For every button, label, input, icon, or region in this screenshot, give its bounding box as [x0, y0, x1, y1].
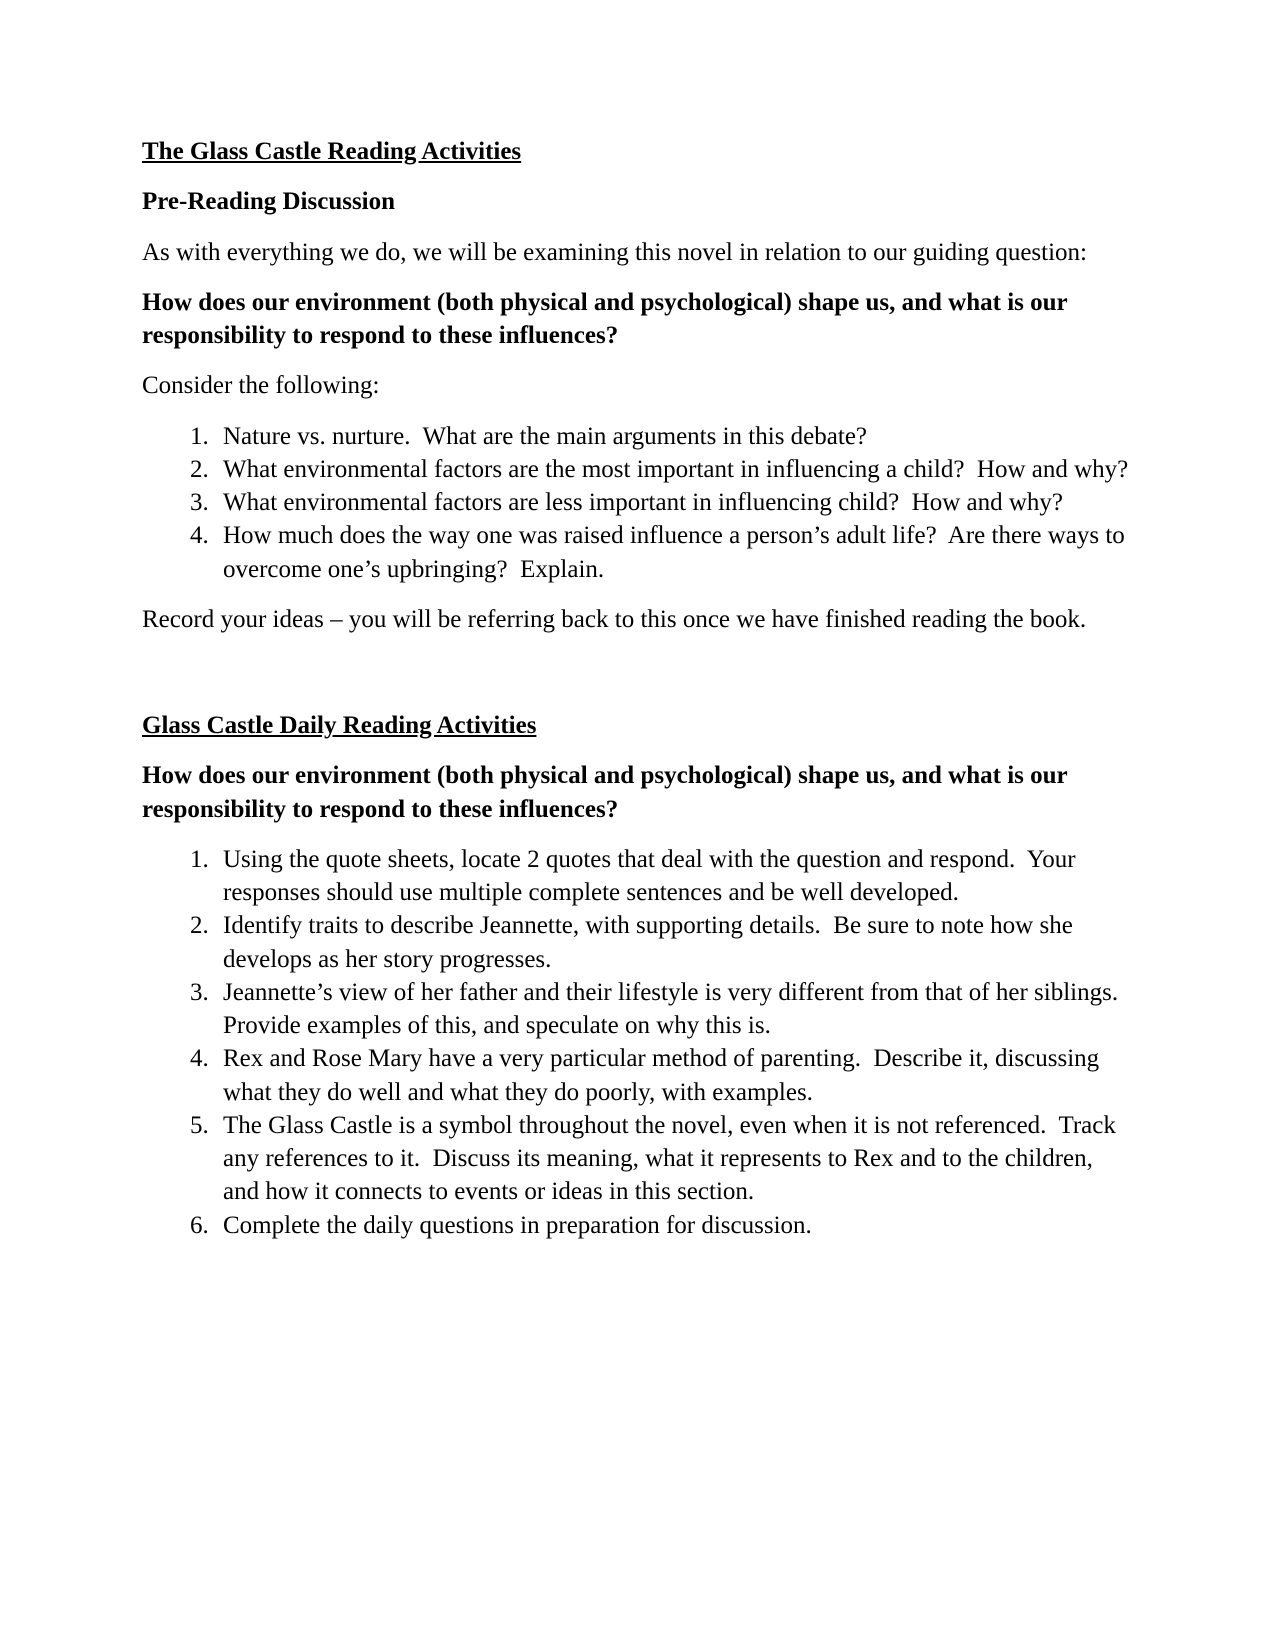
list-item: 5. The Glass Castle is a symbol throughout the novel, even when it is not referenced. Track any references to it. Discuss its meaning, what it represents to Rex and to the children, and how it connects to events or ideas in this section. — [215, 1109, 1133, 1209]
daily-activities-heading: Glass Castle Daily Reading Activities — [142, 712, 537, 739]
guiding-question: How does our environment (both physical and psychological) shape us, and what is our responsibility to respond to these influences? — [142, 288, 1074, 349]
record-note: Record your ideas – you will be referring back to this once we have finished reading the book. — [142, 605, 1087, 633]
list-item: 4. How much does the way one was raised influence a person’s adult life? Are there ways to overcome one’s upbringing? Explain. — [215, 519, 1133, 586]
list-item: 1. Nature vs. nurture. What are the main arguments in this debate? — [215, 420, 1133, 453]
daily-activities-list — [142, 843, 1133, 1242]
list-item: 3. What environmental factors are less important in influencing child? How and why? — [215, 486, 1133, 519]
list-item: 2. What environmental factors are the most important in influencing a child? How and why? — [215, 453, 1133, 486]
consider-label: Consider the following: — [142, 372, 380, 400]
list-item: 3. Jeannette’s view of her father and their lifestyle is very different from that of her siblings. Provide examples of this, and speculate on why this is. — [215, 976, 1133, 1043]
pre-reading-intro: As with everything we do, we will be examining this novel in relation to our guiding question: — [142, 238, 1087, 266]
pre-reading-list — [142, 420, 1133, 586]
list-item: 4. Rex and Rose Mary have a very particular method of parenting. Describe it, discussing what they do well and what they do poorly, with examples. — [215, 1042, 1133, 1109]
section-gap — [142, 653, 1133, 709]
daily-guiding-question: How does our environment (both physical and psychological) shape us, and what is our responsibility to respond to these influences? — [142, 762, 1074, 823]
list-item: 1. Using the quote sheets, locate 2 quotes that deal with the question and respond. Your responses should use multiple complete sentences and be well developed. — [215, 843, 1133, 910]
list-item: 2. Identify traits to describe Jeannette, with supporting details. Be sure to note how she develops as her story progresses. — [215, 909, 1133, 976]
document-title: The Glass Castle Reading Activities — [142, 138, 522, 165]
pre-reading-heading: Pre-Reading Discussion — [142, 188, 396, 216]
list-item: 6. Complete the daily questions in preparation for discussion. — [215, 1209, 1133, 1242]
